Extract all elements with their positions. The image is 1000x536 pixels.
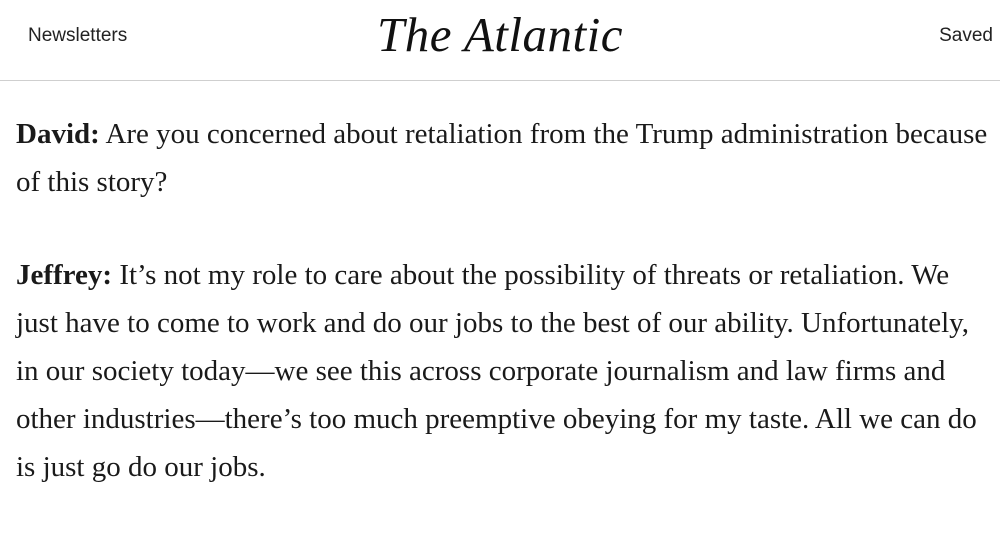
article-paragraph — [16, 251, 988, 491]
saved-link[interactable]: Saved — [939, 25, 993, 46]
speaker-name: Jeffrey: — [16, 259, 113, 291]
newsletters-link[interactable]: Newsletters — [28, 25, 128, 46]
site-logo[interactable]: The Atlantic — [377, 7, 623, 62]
article-body — [16, 110, 988, 536]
paragraph-text: It’s not my role to care about the possibility of threats or retaliation. We just have to come to work and do our jobs to the best of our ability. Unfortunately, in our society today—we see this across corporate journalism and law firms and other industries—there’s too much preemptive obeying for my taste. All we can do is just go do our jobs. — [16, 259, 977, 483]
top-bar — [0, 0, 1000, 81]
speaker-name: David: — [16, 118, 100, 150]
paragraph-text: Are you concerned about retaliation from the Trump administration because of this story? — [16, 118, 988, 198]
article-paragraph — [16, 110, 988, 206]
